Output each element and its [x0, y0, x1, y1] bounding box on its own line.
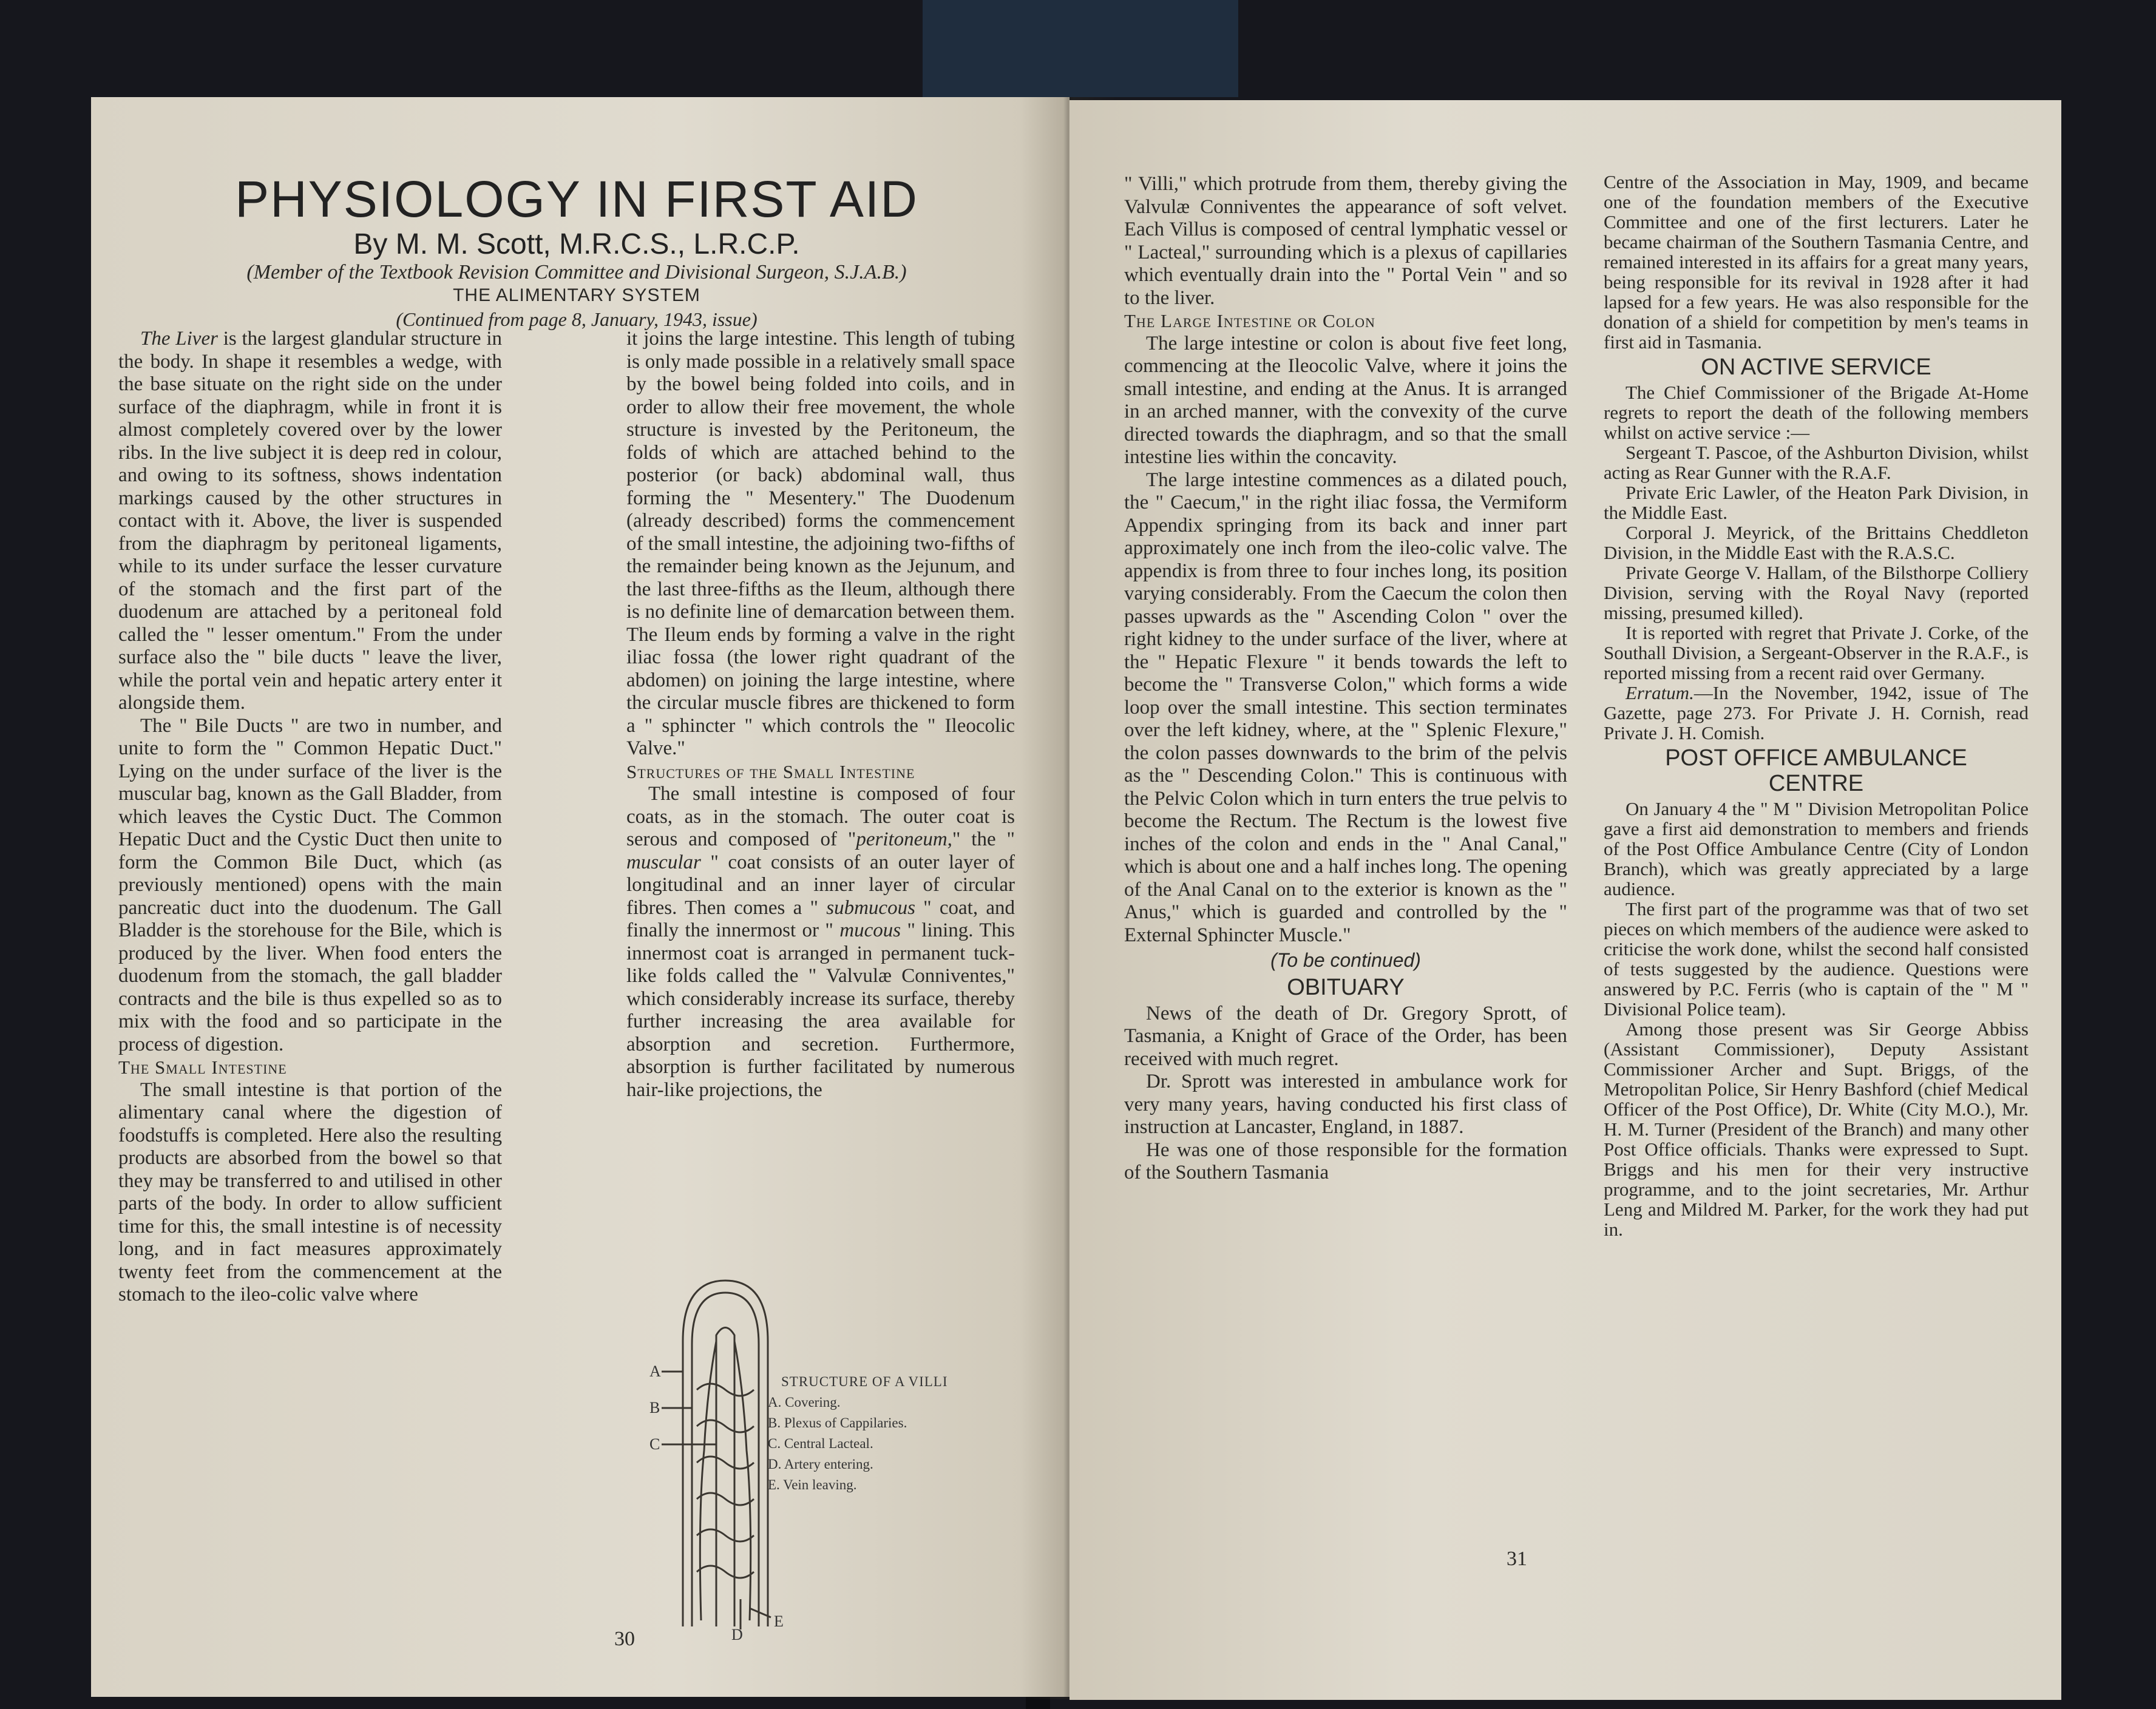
peritoneum-term: peritoneum,	[856, 828, 952, 850]
legend-item: D. Artery entering.	[768, 1457, 873, 1472]
post-office-heading-line2: CENTRE	[1768, 771, 1864, 796]
paragraph-continued: it joins the large intestine. This length of tubing is only made possible in a relatively small space by the bowel being folded into coils, and in order to allow their free movement, the whole structure is invested by the Peritoneum, the folds of which are attached behind to the posterior (or back) abdominal wall, thus forming the " Mesentery." The Duodenum (already described) forms the commencement of the small intestine, the adjoining two-fifths of the remainder being known as the Jejunum, and the last three-fifths as the Ileum, although there is no definite line of demarcation between them. The Ileum ends by forming a valve in the right iliac fossa (the lower right quadrant of the abdomen) on joining the large intestine, where the circular muscle fibres are thickened to form a " sphincter " which controls the " Ileocolic Valve."	[626, 328, 1015, 759]
paragraph-post-3: Among those present was Sir George Abbiss (Assistant Commissioner), Deputy Assistant Commissioner Archer and Supt. Briggs, of the Metropolitan Police, Sir Henry Bashford (chief Medical Officer of the Post Office), Dr. White (City M.O.), Mr. H. M. Turner (President of the Branch) and many other Post Office officials. Thanks were expressed to Supt. Briggs and his men for their very instructive programme, and to the joint secretaries, Mr. Arthur Leng and Mildred M. Parker, for the work they had put in.	[1604, 1018, 2029, 1240]
paragraph-active-6: It is reported with regret that Private J. Corke, of the Southall Division, a Sergeant-Observer in the R.A.F., is reported missing from a recent raid over Germany.	[1604, 622, 2029, 683]
paragraph-obituary-1: News of the death of Dr. Gregory Sprott, of Tasmania, a Knight of Grace of the Order, has been received with much regret.	[1124, 1002, 1567, 1070]
structures-text-d: " coat, and finally the innermost or "	[626, 896, 1015, 941]
paragraph-active-3: Private Eric Lawler, of the Heaton Park Division, in the Middle East.	[1604, 482, 2029, 523]
legend-item: A. Covering.	[768, 1395, 841, 1410]
paragraph-large-intestine-2: The large intestine commences as a dilated pouch, the " Caecum," in the right iliac fossa, the Vermiform Appendix springing from its back and inner part approximately one inch from the ileo-colic valve. The appendix is from three to four inches long, its position varying considerably. From the Caecum the colon then passes upwards as the " Ascending Colon " over the right kidney to the under surface of the liver, where at the " Hepatic Flexure " it bends towards the left to become the " Transverse Colon," which forms a wide loop over the small intestine. This section terminates over the left kidney, where, at the " Splenic Flexure," the colon passes downwards to the brim of the pelvis as the " Descending Colon." This is continuous with the Pelvic Colon which in turn enters the true pelvis to become the Rectum. The Rectum is the lowest five inches of the colon and ends in the " Anal Canal," which is about one and a half inches long. The opening of the Anal Canal on to the exterior is known as the " Anus," which is guarded and controlled by the " External Sphincter Muscle."	[1124, 469, 1567, 946]
left-page	[91, 97, 1070, 1697]
post-office-heading	[1604, 745, 2029, 796]
paragraph-active-1: The Chief Commissioner of the Brigade At-Home regrets to report the death of the following members whilst on active service :—	[1604, 382, 2029, 443]
mucous-term: mucous	[833, 919, 901, 941]
villi-legend	[768, 1372, 1023, 1495]
villi-label-a: A	[649, 1362, 661, 1380]
continued-note: (Continued from page 8, January, 1943, issue)	[396, 308, 758, 330]
subheading-small-intestine: The Small Intestine	[118, 1057, 287, 1078]
villi-label-d: D	[731, 1626, 743, 1643]
erratum-lead: Erratum.	[1625, 682, 1694, 703]
background-binding	[923, 0, 1238, 97]
paragraph-active-2: Sergeant T. Pascoe, of the Ashburton Division, whilst acting as Rear Gunner with the R.A.F.	[1604, 442, 2029, 483]
paragraph-active-4: Corporal J. Meyrick, of the Brittains Cheddleton Division, in the Middle East with the R.A.S.C.	[1604, 522, 2029, 563]
subheading-large-intestine: The Large Intestine or Colon	[1124, 310, 1375, 331]
to-be-continued: (To be continued)	[1270, 949, 1421, 971]
submucous-term: submucous	[818, 896, 915, 919]
liver-lead: The Liver	[140, 328, 218, 350]
paragraph-bile-ducts: The " Bile Ducts " are two in number, and unite to form the " Common Hepatic Duct." Lying on the under surface of the liver is the muscular bag, known as the Gall Bladder, from which leaves the Cystic Duct. The Common Hepatic Duct and the Cystic Duct then unite to form the Common Bile Duct, which (as previously mentioned) opens with the main pancreatic duct into the duodenum. The Gall Bladder is the storehouse for the Bile, which is produced by the liver. When food enters the duodenum from the stomach, the gall bladder contracts and the bile is thus expelled so as to mix with the food and so participate in the process of digestion.	[118, 714, 502, 1055]
paragraph-obituary-3: He was one of those responsible for the formation of the Southern Tasmania	[1124, 1139, 1567, 1183]
paragraph-post-1: On January 4 the " M " Division Metropolitan Police gave a first aid demonstration to members and friends of the Post Office Ambulance Centre (City of London Branch), which was greatly appreciated by a large audience.	[1604, 798, 2029, 899]
structures-text-e: " lining. This innermost coat is arranged in permanent tuck-like folds called the " Valvulæ Conniventes," which considerably increase its surface, thereby further increasing the area available for absorption and secretion. Furthermore, absorption is further facilitated by numerous hair-like projections, the	[626, 919, 1015, 1101]
obituary-heading: OBITUARY	[1287, 974, 1405, 1000]
villi-label-b: B	[649, 1399, 660, 1416]
muscular-term: muscular	[626, 851, 701, 873]
right-page	[1070, 100, 2061, 1700]
villi-label-c: C	[649, 1435, 660, 1453]
erratum-text: —In the November, 1942, issue of The Gazette, page 273. For Private J. H. Cornish, read Private J. H. Comish.	[1604, 682, 2029, 743]
section-title: THE ALIMENTARY SYSTEM	[453, 285, 700, 305]
structures-text-a: The small intestine is composed of four coats, as in the stomach. The outer coat is serous and composed of "	[626, 783, 1015, 850]
left-column-1	[118, 328, 502, 1307]
paragraph-villi: " Villi," which protrude from them, thereby giving the Valvulæ Conniventes the appearance of soft velvet. Each Villus is composed of central lymphatic vessel or " Lacteal," surrounding which is a plexus of capillaries which eventually drain into the " Portal Vein " and so to the liver.	[1124, 173, 1567, 309]
left-column-2	[626, 328, 1015, 1102]
liver-text: is the largest glandular structure in the body. In shape it resembles a wedge, with the base situate on the right side on the under surface of the diaphragm, while in front it is almost completely covered over by the lower ribs. In the live subject it is deep red in colour, and owing to its softness, shows indentation markings caused by the other structures in contact with it. Above, the liver is suspended from the diaphragm by peritoneal ligaments, while to its under surface the lesser curvature of the stomach and the first part of the duodenum are attached by a peritoneal fold called the " lesser omentum." From the under surface also the " bile ducts " leave the liver, while the portal vein and hepatic artery enter it alongside them.	[118, 328, 502, 714]
paragraph-structures	[626, 783, 1015, 1102]
active-service-heading: ON ACTIVE SERVICE	[1701, 354, 1931, 380]
paragraph	[118, 328, 502, 715]
paragraph-large-intestine-1: The large intestine or colon is about five feet long, commencing at the Ileocolic Valve, where it joins the small intestine, and ending at the Anus. It is arranged in an arched manner, with the convexity of the curve directed towards the diaphragm, and so that the small intestine lies within the concavity.	[1124, 332, 1567, 468]
figure-caption: STRUCTURE OF A VILLI	[781, 1374, 948, 1389]
paragraph-erratum	[1604, 683, 2029, 743]
structures-text-c: " coat consists of an outer layer of longitudinal and an inner layer of circular fibres. Then comes a "	[626, 851, 1015, 919]
right-column-1	[1124, 173, 1567, 1185]
legend-item: E. Vein leaving.	[768, 1477, 857, 1492]
post-office-heading-line1: POST OFFICE AMBULANCE	[1665, 745, 1967, 771]
paragraph-post-2: The first part of the programme was that of two set pieces on which members of the audience were asked to criticise the work done, whilst the second half consisted of tests suggested by the audience. Questions were answered by P.C. Ferris (who is captain of the " M " Divisional Police team).	[1604, 898, 2029, 1020]
structures-text-b: " the "	[952, 828, 1015, 850]
villi-label-e: E	[774, 1613, 784, 1630]
legend-item: B. Plexus of Cappilaries.	[768, 1415, 907, 1430]
page-number-right: 31	[1507, 1548, 1527, 1570]
article-byline: By M. M. Scott, M.R.C.S., L.R.C.P.	[353, 228, 800, 260]
subheading-structures: Structures of the Small Intestine	[626, 760, 915, 782]
legend-item: C. Central Lacteal.	[768, 1436, 873, 1451]
paragraph-obituary-2: Dr. Sprott was interested in ambulance work for very many years, having conducted his first class of instruction at Lancaster, England, in 1887.	[1124, 1071, 1567, 1138]
right-column-2	[1604, 172, 2029, 1239]
author-note: (Member of the Textbook Revision Committee and Divisional Surgeon, S.J.A.B.)	[246, 261, 907, 283]
paragraph-active-5: Private George V. Hallam, of the Bilsthorpe Colliery Division, serving with the Royal Navy (reported missing, presumed killed).	[1604, 562, 2029, 623]
paragraph-obituary-cont: Centre of the Association in May, 1909, and became one of the foundation members of the Executive Committee and one of the first lecturers. Later he became chairman of the Southern Tasmania Centre, and remained interested in its affairs for a great many years, being responsible for its revival in 1928 after it had lapsed for a few years. He was also responsible for the donation of a shield for competition by men's teams in first aid in Tasmania.	[1604, 171, 2029, 353]
page-number-left: 30	[614, 1628, 635, 1650]
article-title: PHYSIOLOGY IN FIRST AID	[235, 171, 918, 228]
paragraph-small-intestine: The small intestine is that portion of the alimentary canal where the digestion of foodstuffs is completed. Here also the resulting products are absorbed from the bowel so that they may be transferred to and utilised in other parts of the body. In order to allow sufficient time for this, the small intestine is of necessity long, and in fact measures approximately twenty feet from the commencement at the stomach to the ileo-colic valve where	[118, 1078, 502, 1305]
